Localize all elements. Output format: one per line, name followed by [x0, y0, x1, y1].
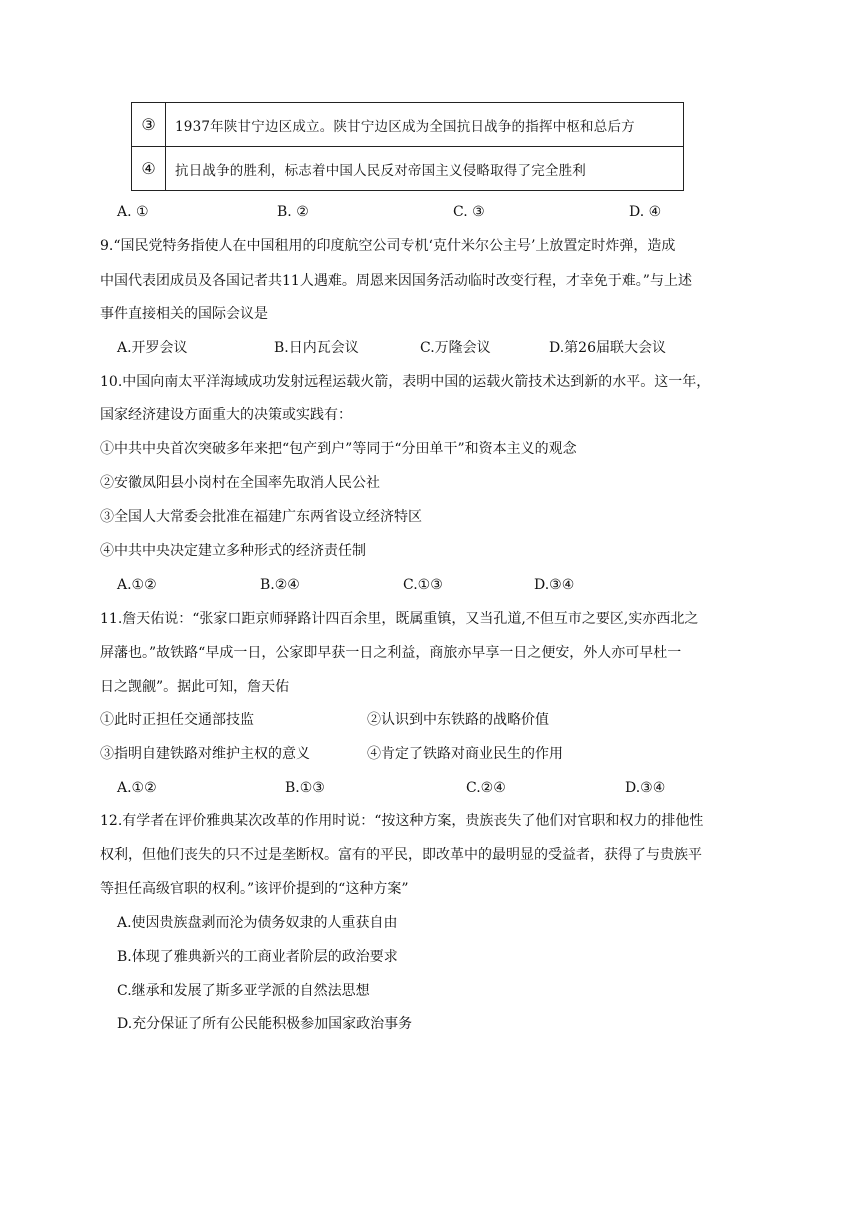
choice-c[interactable]: C.②④	[466, 780, 506, 796]
q11-item-1: ①此时正担任交通部技监	[100, 712, 254, 728]
choice-d[interactable]: D.第26届联大会议	[549, 340, 666, 356]
table-row	[132, 147, 684, 191]
q8-choices	[0, 202, 860, 222]
choice-d[interactable]: D.③④	[625, 780, 666, 796]
q11-stem-line-3: 日之觊觎”。据此可知，詹天佑	[100, 679, 290, 695]
q11-stem-line-1: 11.詹天佑说：“张家口距京师驿路计四百余里，既属重镇，又当孔道,不但互市之要区,实亦西北之	[100, 611, 699, 627]
q9-choices	[0, 338, 860, 358]
choice-d[interactable]: D.③④	[534, 577, 575, 593]
q11-choices	[0, 778, 860, 798]
q12-stem-line-1: 12.有学者在评价雅典某次改革的作用时说：“按这种方案，贵族丧失了他们对官职和权力的排他性	[100, 813, 704, 829]
choice-a[interactable]: A.开罗会议	[117, 340, 188, 356]
q10-stem-line-2: 国家经济建设方面重大的决策或实践有：	[100, 407, 352, 423]
q11-item-2: ②认识到中东铁路的战略价值	[367, 712, 549, 728]
choice-a[interactable]: A. ①	[117, 204, 149, 220]
q9-stem-line-2: 中国代表团成员及各国记者共11人遇难。周恩来因国务活动临时改变行程，才幸免于难。”与上述	[100, 273, 692, 289]
q11-stem-line-2: 屏藩也。”故铁路“早成一日，公家即早获一日之利益，商旅亦早享一日之便安，外人亦可早杜一	[100, 645, 682, 661]
q11-item-4: ④肯定了铁路对商业民生的作用	[367, 746, 563, 762]
choice-c[interactable]: C. ③	[453, 204, 485, 220]
choice-d[interactable]: D. ④	[629, 204, 662, 220]
q10-item-3: ③全国人大常委会批准在福建广东两省设立经济特区	[100, 509, 422, 525]
row-number: ④	[132, 147, 166, 191]
choice-b[interactable]: B. ②	[277, 204, 309, 220]
choice-a[interactable]: A.①②	[117, 780, 157, 796]
q12-choice-b[interactable]: B.体现了雅典新兴的工商业者阶层的政治要求	[117, 949, 398, 965]
q10-item-2: ②安徽凤阳县小岗村在全国率先取消人民公社	[100, 475, 380, 491]
choice-b[interactable]: B.①③	[285, 780, 325, 796]
row-text: 抗日战争的胜利，标志着中国人民反对帝国主义侵略取得了完全胜利	[166, 147, 684, 191]
q9-stem-line-1: 9.“国民党特务指使人在中国租用的印度航空公司专机‘克什米尔公主号’上放置定时炸弹，造成	[100, 238, 676, 254]
q10-choices	[0, 575, 860, 595]
row-text: 1937年陕甘宁边区成立。陕甘宁边区成为全国抗日战争的指挥中枢和总后方	[166, 103, 684, 147]
row-number: ③	[132, 103, 166, 147]
q12-choice-a[interactable]: A.使因贵族盘剥而沦为债务奴隶的人重获自由	[117, 915, 398, 931]
options-table	[131, 102, 684, 191]
choice-b[interactable]: B.日内瓦会议	[274, 340, 359, 356]
q12-stem-line-2: 权利，但他们丧失的只不过是垄断权。富有的平民，即改革中的最明显的受益者，获得了与贵族平	[100, 847, 702, 863]
q12-stem-line-3: 等担任高级官职的权利。”该评价提到的“这种方案”	[100, 881, 409, 897]
choice-c[interactable]: C.万隆会议	[420, 340, 491, 356]
q12-choice-d[interactable]: D.充分保证了所有公民能积极参加国家政治事务	[117, 1016, 413, 1032]
q12-choice-c[interactable]: C.继承和发展了斯多亚学派的自然法思想	[117, 983, 370, 999]
q11-item-3: ③指明自建铁路对维护主权的意义	[100, 746, 310, 762]
choice-c[interactable]: C.①③	[403, 577, 443, 593]
q9-stem-line-3: 事件直接相关的国际会议是	[100, 306, 268, 322]
q10-item-4: ④中共中央决定建立多种形式的经济责任制	[100, 543, 366, 559]
choice-b[interactable]: B.②④	[260, 577, 300, 593]
q10-item-1: ①中共中央首次突破多年来把“包产到户”等同于“分田单干”和资本主义的观念	[100, 441, 577, 457]
choice-a[interactable]: A.①②	[117, 577, 157, 593]
table-row	[132, 103, 684, 147]
q10-stem-line-1: 10.中国向南太平洋海域成功发射远程运载火箭，表明中国的运载火箭技术达到新的水平。这一年，	[100, 374, 711, 390]
